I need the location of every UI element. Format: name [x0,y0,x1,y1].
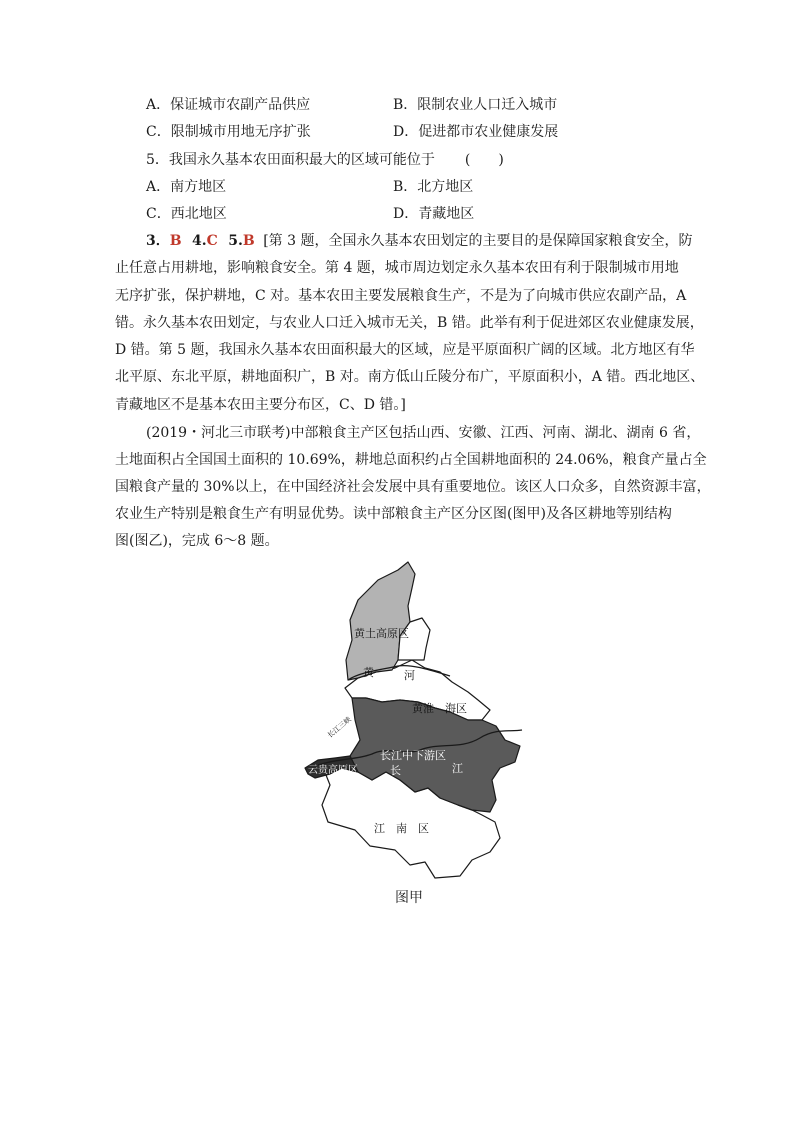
label-jiangnan: 江 南 区 [374,822,429,835]
explanation-line-3: 无序扩张，保护耕地，C 对。基本农田主要发展粮食生产，不是为了向城市供应农副产品，A [115,288,687,304]
passage-line-5: 图(图乙)，完成 6～8 题。 [115,533,279,549]
label-huanghuaihai: 黄淮 海区 [412,702,467,715]
answer-5: B [242,233,255,249]
label-yangtze: 长江中下游区 [380,749,446,762]
answer-line-1 [146,232,692,250]
q5-stem-text: 5．我国永久基本农田面积最大的区域可能位于 [146,152,435,168]
label-loess: 黄土高原区 [354,627,409,640]
q5-option-d: D．青藏地区 [393,206,475,222]
answer-3-number: 3． [146,233,170,249]
answer-3: B [169,233,182,249]
explanation-line-4: 错。永久基本农田划定，与农业人口迁入城市无关，B 错。此举有利于促进郊区农业健康发展， [115,315,704,331]
label-huang: 黄 [363,666,374,679]
q5-stem [146,151,504,169]
explanation-line-1: [第 3 题，全国永久基本农田划定的主要目的是保障国家粮食安全，防 [263,233,693,249]
q4-option-c: C．限制城市用地无序扩张 [146,124,311,140]
passage-line-4: 农业生产特别是粮食生产有明显优势。读中部粮食主产区分区图(图甲)及各区耕地等别结构 [115,506,672,522]
q5-option-a: A．南方地区 [146,179,227,195]
answer-4-number: 4. [192,233,207,249]
passage-line-2: 土地面积占全国国土面积的 10.69%，耕地总面积约占全国耕地面积的 24.06%，粮食产量占全 [115,452,707,468]
q5-option-b: B．北方地区 [393,179,474,195]
passage-line-3: 国粮食产量的 30%以上，在中国经济社会发展中具有重要地位。该区人口众多，自然资源丰富， [115,479,711,495]
q5-answer-paren: ( ) [464,152,504,168]
q4-option-a: A．保证城市农副产品供应 [146,97,311,113]
explanation-line-7: 青藏地区不是基本农田主要分布区，C、D 错。] [115,397,406,413]
q5-option-c: C．西北地区 [146,206,227,222]
grain-region-map [300,560,530,880]
passage-line-1: (2019・河北三市联考)中部粮食主产区包括山西、安徽、江西、河南、湖北、湖南 6 省， [146,425,701,441]
answer-4: C [206,233,218,249]
explanation-line-6: 北平原、东北平原，耕地面积广，B 对。南方低山丘陵分布广，平原面积小，A 错。西北地区、 [115,369,705,385]
label-chang: 长 [390,764,401,777]
label-he: 河 [404,669,415,682]
q4-option-d: D．促进都市农业健康发展 [393,124,559,140]
label-sanxia: 长江三峡 [326,715,353,740]
label-yungui: 云贵高原区 [308,765,358,776]
explanation-line-2: 止任意占用耕地，影响粮食安全。第 4 题，城市周边划定永久基本农田有利于限制城市用地 [115,260,679,276]
map-caption: 图甲 [395,890,423,906]
loess-region [346,562,415,680]
answer-5-number: 5. [228,233,243,249]
label-jiang: 江 [452,762,463,775]
q4-option-b: B．限制农业人口迁入城市 [393,97,558,113]
explanation-line-5: D 错。第 5 题，我国永久基本农田面积最大的区域，应是平原面积广阔的区域。北方地区有华 [115,342,695,358]
